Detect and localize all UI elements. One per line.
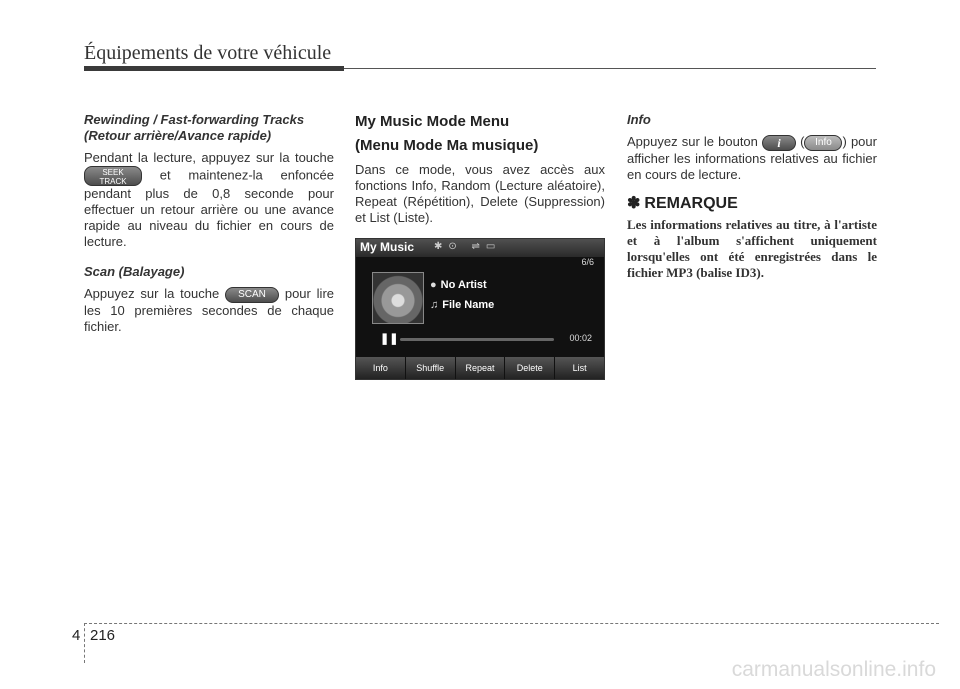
scan-title: Scan (Balayage) — [84, 264, 185, 279]
screen-title: My Music — [360, 240, 415, 254]
rewind-text — [84, 150, 334, 250]
watermark: carmanualsonline.info — [731, 658, 936, 681]
header-rule — [344, 68, 876, 69]
pause-icon: ❚❚ — [380, 333, 399, 345]
seek-key-top: SEEK — [102, 168, 124, 177]
screen-progress-track — [400, 338, 554, 341]
page-number: 216 — [90, 627, 116, 644]
screen-delete-button: Delete — [505, 357, 555, 379]
screen-status-icons: ✱⊙ ⇌▭ — [434, 241, 502, 252]
screen-menu-buttons — [356, 357, 604, 379]
screen-track-count: 6/6 — [581, 257, 594, 267]
my-music-title-en: My Music Mode Menu — [355, 113, 510, 130]
footer-divider — [84, 623, 85, 663]
footer-rule — [84, 623, 939, 624]
rewind-title-fr: (Retour arrière/Avance rapide) — [84, 128, 272, 143]
my-music-title-fr: (Menu Mode Ma musique) — [355, 137, 539, 154]
screen-artist-row — [430, 279, 487, 291]
rewind-text-a: Pendant la lecture, appuyez sur la touche — [84, 150, 334, 165]
page-header-title: Équipements de votre véhicule — [84, 42, 332, 64]
screen-time: 00:02 — [569, 333, 592, 343]
seek-key-bottom: TRACK — [99, 177, 127, 186]
screen-repeat-button: Repeat — [456, 357, 506, 379]
my-music-screen-image — [355, 238, 605, 380]
screen-info-button: Info — [356, 357, 406, 379]
column-right — [627, 112, 877, 281]
scan-text-b: pour lire les 10 premières secondes de chaque fichier. — [84, 286, 335, 334]
rewind-text-b: et maintenez-la enfoncée pendant plus de 0,8 seconde pour effectuer un retour arrière ou une avance rapide au niveau du fichier en cours de lecture. — [84, 167, 334, 249]
album-art-icon — [372, 272, 424, 324]
screen-file-row — [430, 299, 494, 311]
note-mark-icon: ✽ — [627, 194, 641, 212]
info-text: Appuyez sur le bouton i ( Info ) pour afficher les informations relatives au fichier en cours de lecture. — [627, 134, 877, 182]
info-title: Info — [627, 112, 651, 127]
my-music-text: Dans ce mode, vous avez accès aux fonctions Info, Random (Lecture aléatoire), Repeat (Répétition), Delete (Suppression) et List (Liste). — [355, 162, 605, 225]
info-text-b: pour afficher les informations relatives au fichier en cours de lecture. — [627, 134, 877, 182]
note-heading — [627, 193, 877, 213]
column-middle — [355, 112, 605, 380]
info-button-icon: Info — [804, 135, 842, 151]
rewind-title-en: Rewinding / Fast-forwarding Tracks — [84, 112, 305, 127]
chapter-number: 4 — [72, 627, 81, 644]
scan-text — [84, 286, 334, 335]
header-bar — [84, 66, 344, 71]
info-text-a: Appuyez sur le bouton — [627, 134, 758, 149]
music-note-icon: ♫ — [430, 299, 439, 311]
scan-text-a: Appuyez sur la touche — [84, 286, 220, 301]
screen-file: File Name — [442, 299, 495, 311]
scan-button-icon: SCAN — [225, 287, 279, 303]
screen-title-bar — [356, 239, 604, 257]
info-i-button-icon: i — [762, 135, 796, 151]
note-title: REMARQUE — [644, 194, 738, 212]
screen-shuffle-button: Shuffle — [406, 357, 456, 379]
screen-list-button: List — [572, 363, 587, 373]
column-left — [84, 112, 334, 335]
seek-track-button-icon — [84, 166, 142, 186]
artist-icon: ● — [430, 279, 437, 291]
screen-artist: No Artist — [440, 279, 487, 291]
note-text: Les informations relatives au titre, à l'artiste et à l'album s'affichent uniquement lorsqu'elles ont été enregistrées dans le fichier MP3 (balise ID3). — [627, 216, 877, 280]
